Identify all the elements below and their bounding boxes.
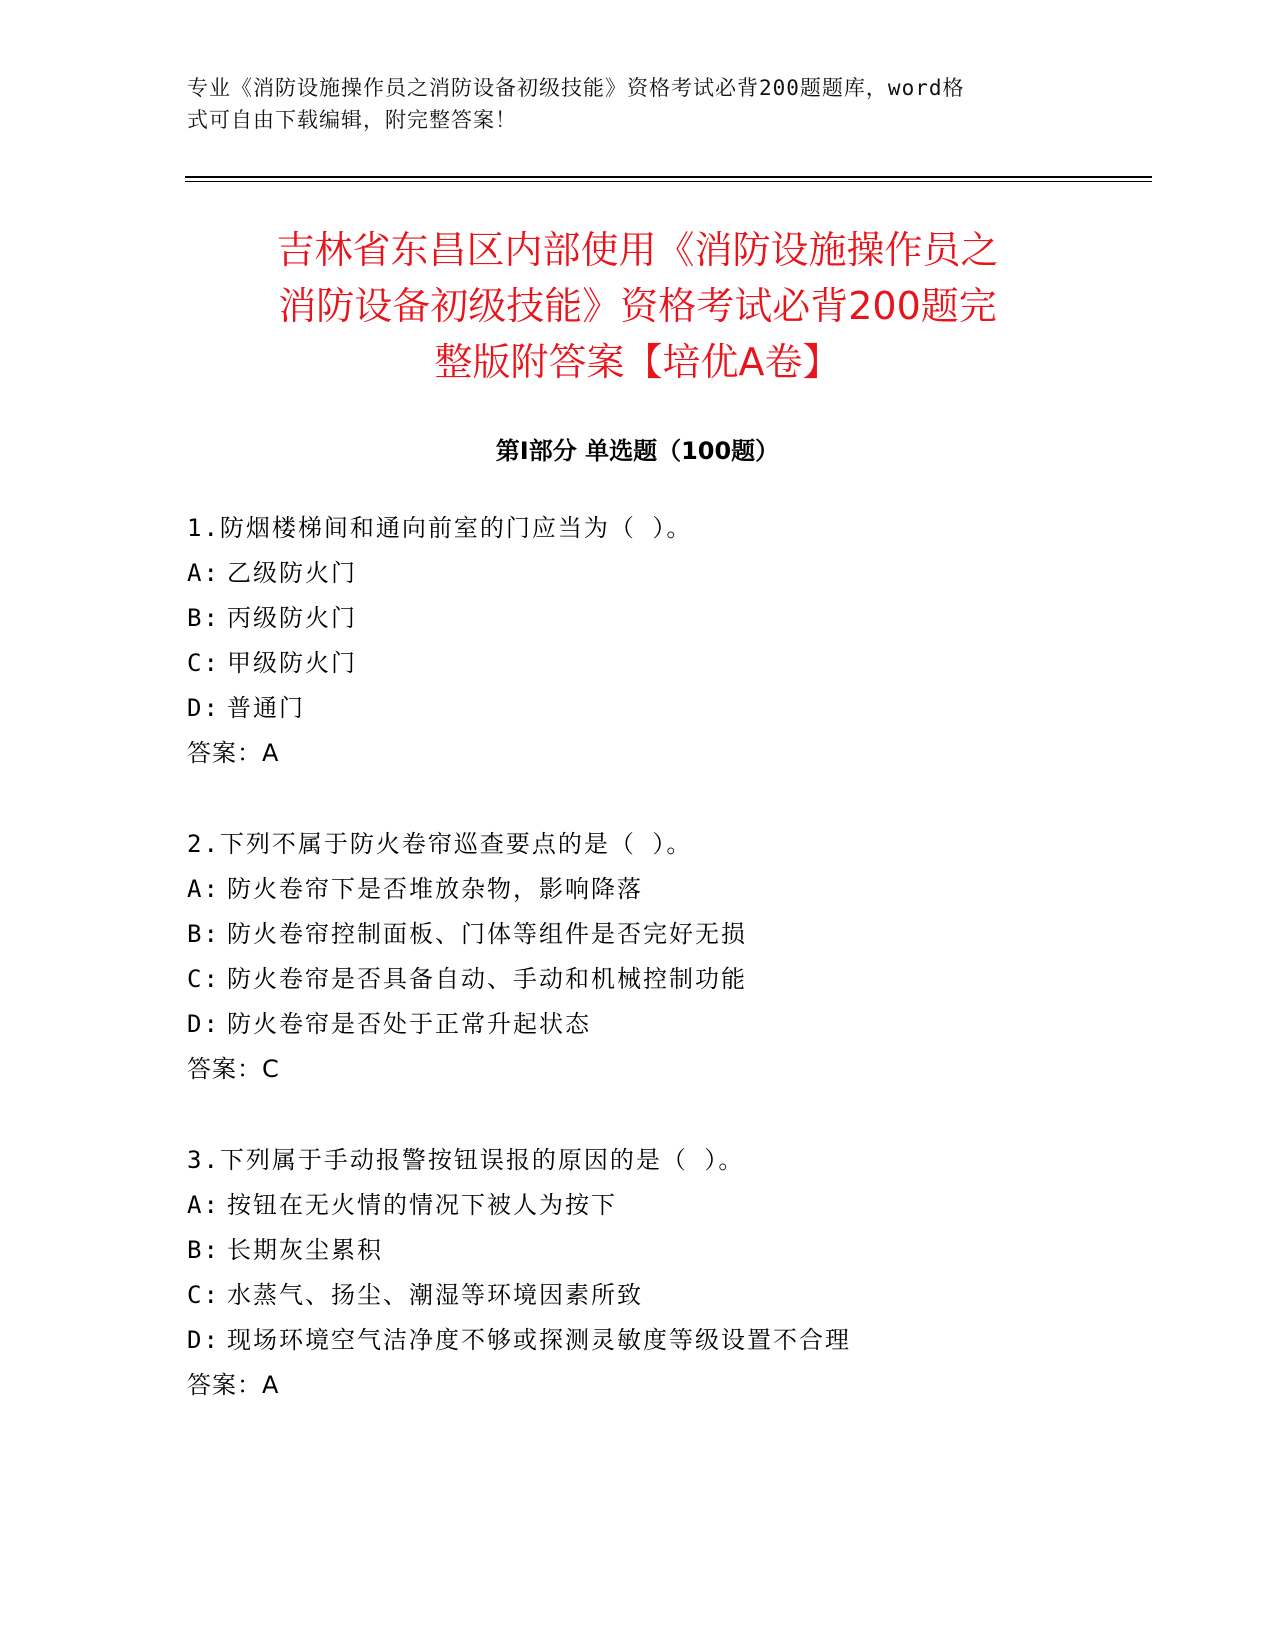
option-letter: A:: [187, 875, 220, 903]
option-letter: B:: [187, 604, 220, 632]
question-2: [187, 822, 1137, 1092]
header-note: [187, 72, 1087, 136]
option-text: 乙级防火门: [227, 559, 357, 587]
option-text: 丙级防火门: [227, 604, 357, 632]
option-b: [187, 912, 1137, 957]
option-text: 现场环境空气洁净度不够或探测灵敏度等级设置不合理: [227, 1326, 851, 1354]
option-text: 普通门: [227, 694, 305, 722]
option-letter: D:: [187, 1326, 220, 1354]
option-letter: D:: [187, 1010, 220, 1038]
option-text: 甲级防火门: [227, 649, 357, 677]
option-c: [187, 1273, 1137, 1318]
document-title-line-1: 吉林省东昌区内部使用《消防设施操作员之: [276, 228, 999, 272]
option-a: [187, 551, 1137, 596]
header-note-line-1: 专业《消防设施操作员之消防设备初级技能》资格考试必背200题题库，word格: [187, 76, 965, 100]
option-d: [187, 1002, 1137, 1047]
header-note-line-2: 式可自由下载编辑，附完整答案！: [187, 108, 517, 132]
section-heading: 第Ⅰ部分 单选题（100题）: [495, 437, 780, 465]
option-text: 防火卷帘下是否堆放杂物，影响降落: [227, 875, 643, 903]
answer: 答案：C: [187, 1055, 280, 1083]
option-d: [187, 1318, 1137, 1363]
question-1: [187, 506, 1137, 776]
option-c: [187, 957, 1137, 1002]
question-stem: 3.下列属于手动报警按钮误报的原因的是（ ）。: [187, 1146, 745, 1174]
option-letter: C:: [187, 965, 220, 993]
question-3: [187, 1138, 1137, 1408]
answer: 答案：A: [187, 1371, 280, 1399]
document-title-line-3: 整版附答案【培优A卷】: [434, 340, 841, 384]
option-letter: B:: [187, 920, 220, 948]
option-b: [187, 1228, 1137, 1273]
option-text: 水蒸气、扬尘、潮湿等环境因素所致: [227, 1281, 643, 1309]
option-text: 防火卷帘控制面板、门体等组件是否完好无损: [227, 920, 747, 948]
option-text: 按钮在无火情的情况下被人为按下: [227, 1191, 617, 1219]
header-divider-thick: [185, 176, 1152, 178]
option-letter: A:: [187, 559, 220, 587]
question-stem: 1.防烟楼梯间和通向前室的门应当为（ ）。: [187, 514, 693, 542]
answer: 答案：A: [187, 739, 280, 767]
option-letter: D:: [187, 694, 220, 722]
option-c: [187, 641, 1137, 686]
option-a: [187, 867, 1137, 912]
option-a: [187, 1183, 1137, 1228]
option-b: [187, 596, 1137, 641]
question-stem: 2.下列不属于防火卷帘巡查要点的是（ ）。: [187, 830, 693, 858]
option-text: 防火卷帘是否具备自动、手动和机械控制功能: [227, 965, 747, 993]
option-letter: B:: [187, 1236, 220, 1264]
option-text: 长期灰尘累积: [227, 1236, 383, 1264]
document-title-line-2: 消防设备初级技能》资格考试必背200题完: [278, 284, 997, 328]
option-text: 防火卷帘是否处于正常升起状态: [227, 1010, 591, 1038]
option-d: [187, 686, 1137, 731]
header-divider-thin: [185, 181, 1152, 182]
document-title: [150, 222, 1125, 390]
option-letter: A:: [187, 1191, 220, 1219]
option-letter: C:: [187, 649, 220, 677]
option-letter: C:: [187, 1281, 220, 1309]
